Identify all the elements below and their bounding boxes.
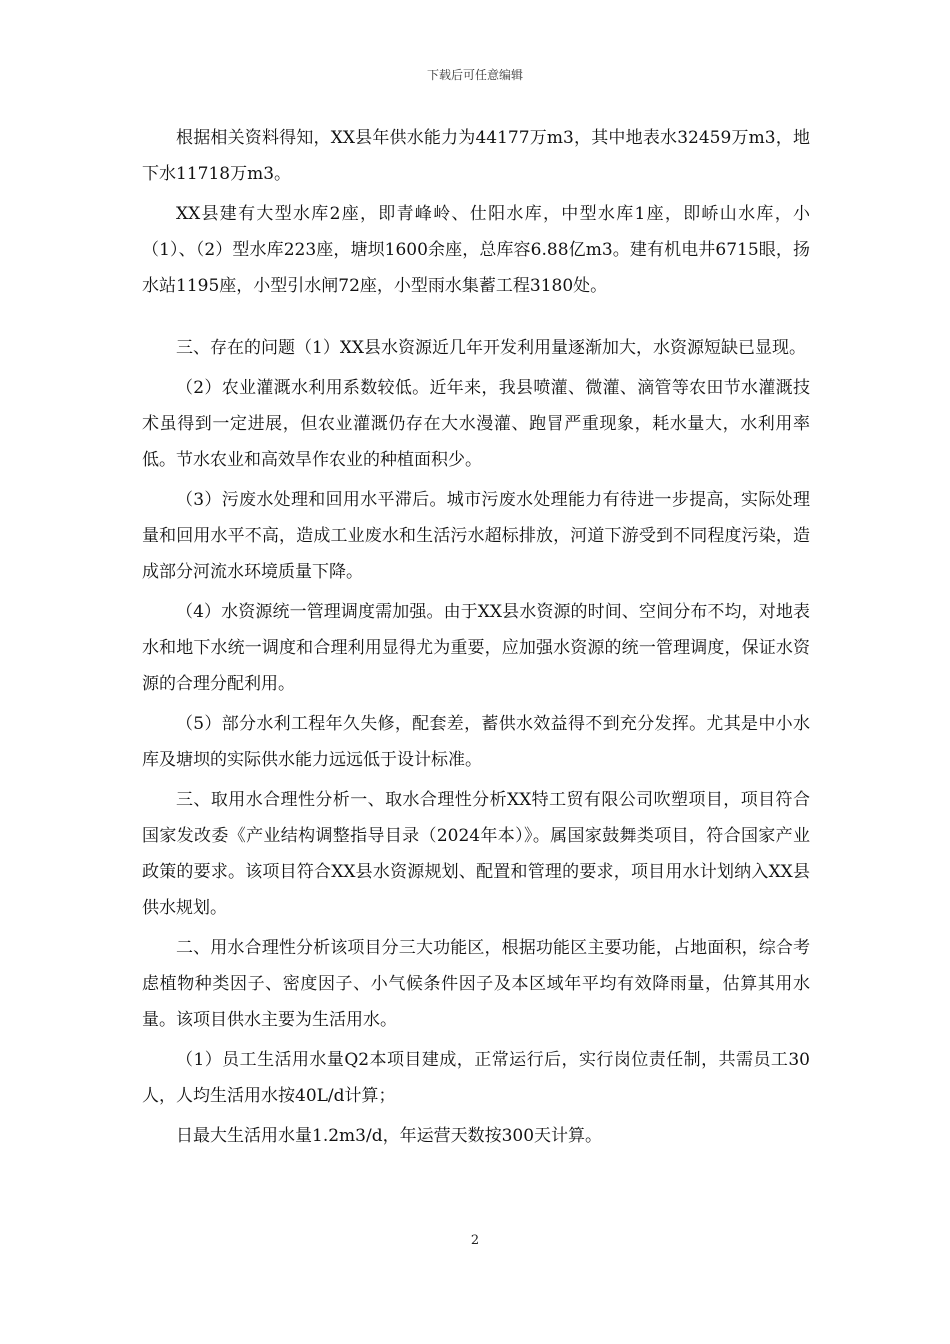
paragraph-problems-intro: 三、存在的问题（1）XX县水资源近几年开发利用量逐渐加大，水资源短缺已显现。: [176, 338, 807, 358]
paragraph-wastewater: （3）污废水处理和回用水平滞后。城市污废水处理能力有待进一步提高，实际处理量和回用水平不高，造成工业废水和生活污水超标排放，河道下游受到不同程度污染，造成部分河流水环境质量下降。: [142, 490, 810, 582]
document-body: [142, 120, 810, 1158]
paragraph-management: （4）水资源统一管理调度需加强。由于XX县水资源的时间、空间分布不均，对地表水和地下水统一调度和合理利用显得尤为重要，应加强水资源的统一管理调度，保证水资源的合理分配利用。: [142, 602, 810, 694]
paragraph-usage-analysis: 二、用水合理性分析该项目分三大功能区，根据功能区主要功能，占地面积，综合考虑植物种类因子、密度因子、小气候条件因子及本区域年平均有效降雨量，估算其用水量。该项目供水主要为生活用水。: [142, 938, 810, 1030]
paragraph-water-supply-capacity: 根据相关资料得知，XX县年供水能力为44177万m3，其中地表水32459万m3，地下水11718万m3。: [142, 128, 810, 184]
paragraph-reservoirs: XX县建有大型水库2座，即青峰岭、仕阳水库，中型水库1座，即峤山水库，小（1）、（2）型水库223座，塘坝1600余座，总库容6.88亿m3。建有机电井6715眼，扬水站1195座，小型引水闸72座，小型雨水集蓄工程3180处。: [142, 204, 810, 296]
page-header: 下载后可任意编辑: [426, 68, 523, 82]
page-number: 2: [470, 1233, 480, 1248]
paragraph-intake-analysis: 三、取用水合理性分析一、取水合理性分析XX特工贸有限公司吹塑项目，项目符合国家发改委《产业结构调整指导目录（2024年本）》。属国家鼓舞类项目，符合国家产业政策的要求。该项目符合XX县水资源规划、配置和管理的要求，项目用水计划纳入XX县供水规划。: [142, 790, 810, 918]
paragraph-engineering: （5）部分水利工程年久失修，配套差，蓄供水效益得不到充分发挥。尤其是中小水库及塘坝的实际供水能力远远低于设计标准。: [142, 714, 810, 770]
paragraph-daily-max: 日最大生活用水量1.2m3/d，年运营天数按300天计算。: [176, 1126, 603, 1146]
paragraph-irrigation: （2）农业灌溉水利用系数较低。近年来，我县喷灌、微灌、滴管等农田节水灌溉技术虽得到一定进展，但农业灌溉仍存在大水漫灌、跑冒严重现象，耗水量大，水利用率低。节水农业和高效旱作农业的种植面积少。: [142, 378, 810, 470]
paragraph-staff-water: （1）员工生活用水量Q2本项目建成，正常运行后，实行岗位责任制，共需员工30人，人均生活用水按40L/d计算；: [142, 1050, 810, 1106]
